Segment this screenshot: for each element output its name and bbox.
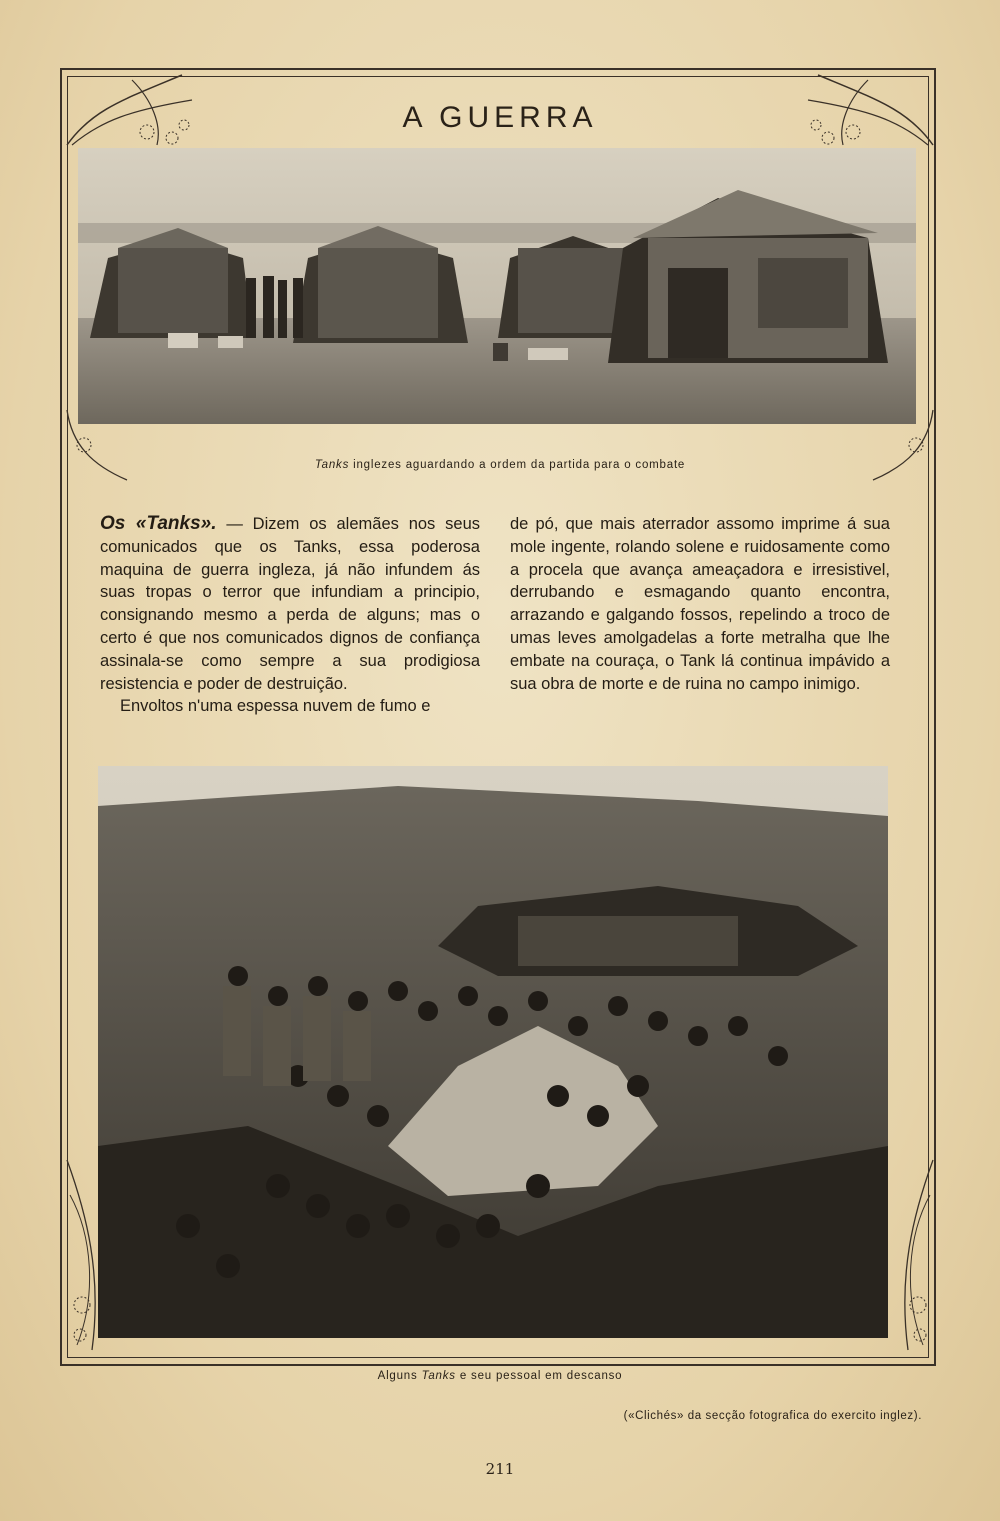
page-title: A GUERRA (402, 101, 598, 134)
crews-resting-image (98, 766, 888, 1338)
floral-ornament-top-left (62, 70, 202, 150)
article-col1-text: — Dizem os alemães nos seus comunicados que os Tanks, essa poderosa maquina de guerra ingleza, já não infundem ás suas tropas o terror que infundiam a principio, consignando mesmo a perda de alguns; mas o certo é que nos comunicados dignos de confiança assinala-se como sempre a sua prodigiosa resistencia e poder de destruição. (100, 515, 480, 693)
article-column-2 (510, 513, 890, 695)
article-paragraph-1 (100, 513, 480, 695)
caption-top-text: inglezes aguardando a ordem da partida para o combate (349, 459, 686, 471)
article-paragraph-2: Envoltos n'uma espessa nuvem de fumo e (120, 697, 431, 716)
photo-tanks-awaiting (78, 148, 916, 424)
caption-bottom-pre: Alguns (377, 1370, 422, 1382)
article-paragraph-3: de pó, que mais aterrador assomo imprime á sua mole ingente, rolando solene e ruidosamente como a procela que avança ameaçadora e irresistivel, derrubando e esmagando quanto encontra, arrazando e galgando fossos, repelindo a troco de umas leves amolgadelas a forte metralha que lhe embate na couraça, o Tank lá continua impávido a sua obra de morte e de ruina no campo inimigo. (510, 515, 890, 693)
caption-bottom-italic: Tanks (421, 1370, 456, 1382)
photo-tank-crews-resting (98, 766, 888, 1338)
photo-credit: («Clichés» da secção fotografica do exercito inglez). (623, 1410, 922, 1422)
caption-bottom-post: e seu pessoal em descanso (455, 1370, 623, 1382)
caption-top-italic: Tanks (314, 459, 350, 471)
article-column-1 (100, 513, 480, 718)
photo-caption-bottom (200, 1370, 800, 1382)
floral-ornament-top-right (798, 70, 938, 150)
photo-caption-top (100, 459, 900, 471)
floral-ornament-bottom-right (893, 1155, 938, 1355)
page-number: 211 (485, 1460, 515, 1478)
tanks-lineup-image (78, 148, 916, 424)
article-lead: Os «Tanks». (100, 513, 217, 534)
